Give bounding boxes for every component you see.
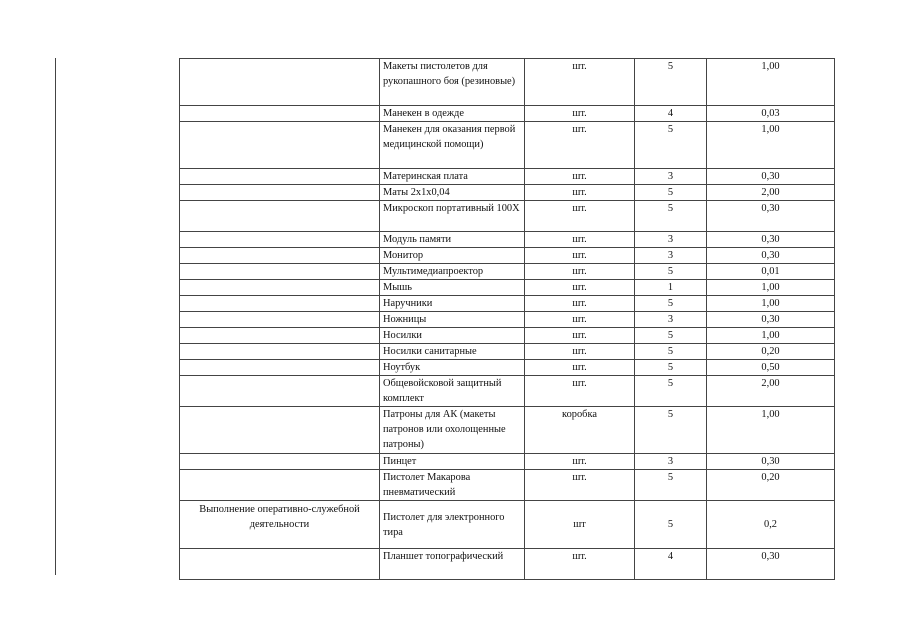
item-name-cell: Ножницы (380, 312, 525, 328)
item-name-cell: Пистолет Макарова пневматический (380, 470, 525, 501)
item-name-cell: Мультимедиапроектор (380, 264, 525, 280)
table-row (180, 501, 835, 549)
quantity-cell: 5 (635, 59, 707, 106)
table-row (180, 59, 835, 106)
activity-cell (180, 59, 380, 106)
norm-cell: 0,03 (707, 106, 835, 122)
norm-cell: 0,30 (707, 248, 835, 264)
norm-cell: 1,00 (707, 122, 835, 169)
activity-cell (180, 454, 380, 470)
quantity-cell: 3 (635, 169, 707, 185)
unit-cell: шт. (525, 344, 635, 360)
activity-cell (180, 360, 380, 376)
norm-cell: 0,20 (707, 344, 835, 360)
activity-cell (180, 470, 380, 501)
unit-cell: шт. (525, 59, 635, 106)
norm-cell: 0,30 (707, 232, 835, 248)
unit-cell: шт. (525, 470, 635, 501)
norm-cell: 0,30 (707, 312, 835, 328)
unit-cell: шт. (525, 280, 635, 296)
unit-cell: шт. (525, 185, 635, 201)
item-name-cell: Микроскоп портативный 100Х (380, 201, 525, 232)
quantity-cell: 3 (635, 312, 707, 328)
table-row (180, 328, 835, 344)
norm-cell: 1,00 (707, 328, 835, 344)
item-name-cell: Модуль памяти (380, 232, 525, 248)
quantity-cell: 5 (635, 185, 707, 201)
equipment-table (179, 58, 835, 580)
unit-cell: шт. (525, 312, 635, 328)
item-name-cell: Материнская плата (380, 169, 525, 185)
norm-cell: 0,30 (707, 549, 835, 580)
activity-cell (180, 232, 380, 248)
unit-cell: коробка (525, 407, 635, 454)
quantity-cell: 5 (635, 122, 707, 169)
norm-cell: 1,00 (707, 280, 835, 296)
norm-cell: 1,00 (707, 59, 835, 106)
table-row (180, 376, 835, 407)
activity-cell (180, 376, 380, 407)
activity-cell (180, 169, 380, 185)
table-row (180, 264, 835, 280)
unit-cell: шт. (525, 549, 635, 580)
item-name-cell: Маты 2х1х0,04 (380, 185, 525, 201)
item-name-cell: Ноутбук (380, 360, 525, 376)
activity-cell: Выполнение оперативно-служебной деятельности (180, 501, 380, 549)
item-name-cell: Манекен для оказания первой медицинской помощи) (380, 122, 525, 169)
unit-cell: шт. (525, 201, 635, 232)
activity-cell (180, 248, 380, 264)
unit-cell: шт. (525, 296, 635, 312)
activity-cell (180, 328, 380, 344)
table-row (180, 407, 835, 454)
quantity-cell: 4 (635, 106, 707, 122)
quantity-cell: 5 (635, 344, 707, 360)
item-name-cell: Наручники (380, 296, 525, 312)
table-row (180, 360, 835, 376)
table-row (180, 122, 835, 169)
activity-cell (180, 296, 380, 312)
quantity-cell: 5 (635, 264, 707, 280)
norm-cell: 0,2 (707, 501, 835, 549)
item-name-cell: Носилки санитарные (380, 344, 525, 360)
table-row (180, 185, 835, 201)
unit-cell: шт. (525, 454, 635, 470)
norm-cell: 1,00 (707, 296, 835, 312)
norm-cell: 2,00 (707, 376, 835, 407)
table-row (180, 296, 835, 312)
norm-cell: 0,30 (707, 169, 835, 185)
item-name-cell: Носилки (380, 328, 525, 344)
activity-cell (180, 264, 380, 280)
item-name-cell: Пинцет (380, 454, 525, 470)
activity-cell (180, 122, 380, 169)
unit-cell: шт. (525, 328, 635, 344)
unit-cell: шт. (525, 106, 635, 122)
activity-cell (180, 549, 380, 580)
table-row (180, 470, 835, 501)
norm-cell: 2,00 (707, 185, 835, 201)
table-row (180, 201, 835, 232)
quantity-cell: 5 (635, 376, 707, 407)
table-row (180, 106, 835, 122)
activity-cell (180, 280, 380, 296)
norm-cell: 0,01 (707, 264, 835, 280)
table-row (180, 280, 835, 296)
activity-cell (180, 344, 380, 360)
activity-cell (180, 106, 380, 122)
unit-cell: шт. (525, 248, 635, 264)
quantity-cell: 5 (635, 328, 707, 344)
item-name-cell: Общевойсковой защитный комплект (380, 376, 525, 407)
item-name-cell: Пистолет для электронного тира (380, 501, 525, 549)
item-name-cell: Патроны для АК (макеты патронов или охолощенные патроны) (380, 407, 525, 454)
item-name-cell: Макеты пистолетов для рукопашного боя (резиновые) (380, 59, 525, 106)
unit-cell: шт. (525, 376, 635, 407)
unit-cell: шт. (525, 264, 635, 280)
quantity-cell: 3 (635, 232, 707, 248)
unit-cell: шт. (525, 232, 635, 248)
norm-cell: 0,30 (707, 454, 835, 470)
quantity-cell: 5 (635, 360, 707, 376)
norm-cell: 1,00 (707, 407, 835, 454)
table-row (180, 312, 835, 328)
quantity-cell: 3 (635, 454, 707, 470)
item-name-cell: Планшет топографический (380, 549, 525, 580)
quantity-cell: 5 (635, 407, 707, 454)
norm-cell: 0,20 (707, 470, 835, 501)
item-name-cell: Монитор (380, 248, 525, 264)
unit-cell: шт (525, 501, 635, 549)
activity-cell (180, 407, 380, 454)
unit-cell: шт. (525, 360, 635, 376)
quantity-cell: 5 (635, 201, 707, 232)
quantity-cell: 5 (635, 501, 707, 549)
norm-cell: 0,30 (707, 201, 835, 232)
table-row (180, 549, 835, 580)
unit-cell: шт. (525, 169, 635, 185)
activity-cell (180, 185, 380, 201)
norm-cell: 0,50 (707, 360, 835, 376)
table-row (180, 344, 835, 360)
quantity-cell: 4 (635, 549, 707, 580)
table-row (180, 169, 835, 185)
activity-cell (180, 201, 380, 232)
item-name-cell: Мышь (380, 280, 525, 296)
quantity-cell: 3 (635, 248, 707, 264)
activity-cell (180, 312, 380, 328)
quantity-cell: 5 (635, 470, 707, 501)
quantity-cell: 1 (635, 280, 707, 296)
unit-cell: шт. (525, 122, 635, 169)
table-row (180, 454, 835, 470)
item-name-cell: Манекен в одежде (380, 106, 525, 122)
table-row (180, 232, 835, 248)
page-margin-line (55, 58, 56, 575)
quantity-cell: 5 (635, 296, 707, 312)
table-row (180, 248, 835, 264)
